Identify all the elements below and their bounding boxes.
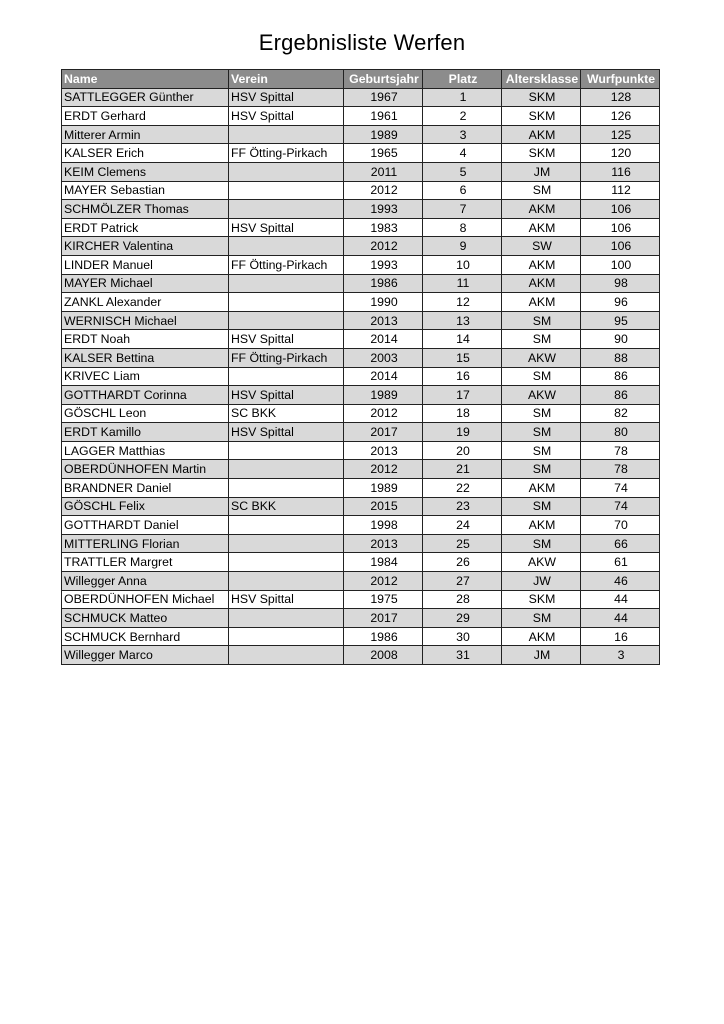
cell-geburtsjahr: 1990 [344,293,423,312]
cell-name: LAGGER Matthias [62,441,229,460]
cell-verein: HSV Spittal [229,330,344,349]
cell-verein [229,200,344,219]
table-row [62,144,660,163]
cell-geburtsjahr: 2013 [344,534,423,553]
cell-wurfpunkte: 106 [581,200,660,219]
cell-geburtsjahr: 2013 [344,441,423,460]
cell-wurfpunkte: 74 [581,479,660,498]
cell-name: ERDT Noah [62,330,229,349]
cell-platz: 7 [423,200,502,219]
cell-platz: 1 [423,88,502,107]
cell-altersklasse: SKM [502,144,581,163]
table-row [62,572,660,591]
cell-wurfpunkte: 78 [581,441,660,460]
results-table [61,69,660,665]
document-title: Ergebnisliste Werfen [258,30,466,55]
cell-altersklasse: AKW [502,348,581,367]
cell-altersklasse: AKM [502,627,581,646]
cell-name: ZANKL Alexander [62,293,229,312]
cell-geburtsjahr: 2012 [344,404,423,423]
cell-geburtsjahr: 1967 [344,88,423,107]
cell-altersklasse: JW [502,572,581,591]
cell-wurfpunkte: 86 [581,386,660,405]
cell-altersklasse: JM [502,162,581,181]
cell-altersklasse: SM [502,311,581,330]
cell-altersklasse: SM [502,367,581,386]
cell-altersklasse: SM [502,181,581,200]
cell-platz: 10 [423,255,502,274]
cell-altersklasse: SM [502,460,581,479]
table-row [62,88,660,107]
cell-wurfpunkte: 70 [581,516,660,535]
cell-name: SATTLEGGER Günther [62,88,229,107]
cell-platz: 26 [423,553,502,572]
cell-name: ERDT Gerhard [62,107,229,126]
cell-geburtsjahr: 1998 [344,516,423,535]
cell-verein [229,311,344,330]
cell-altersklasse: SM [502,497,581,516]
cell-wurfpunkte: 46 [581,572,660,591]
cell-altersklasse: AKM [502,125,581,144]
table-row [62,646,660,665]
cell-verein [229,293,344,312]
cell-platz: 30 [423,627,502,646]
cell-wurfpunkte: 116 [581,162,660,181]
cell-wurfpunkte: 106 [581,237,660,256]
cell-wurfpunkte: 74 [581,497,660,516]
cell-platz: 3 [423,125,502,144]
cell-name: OBERDÜNHOFEN Michael [62,590,229,609]
cell-platz: 22 [423,479,502,498]
cell-wurfpunkte: 98 [581,274,660,293]
cell-verein: SC BKK [229,497,344,516]
cell-name: KRIVEC Liam [62,367,229,386]
cell-altersklasse: SM [502,534,581,553]
table-row [62,274,660,293]
table-header-row [62,70,660,89]
table-row [62,627,660,646]
cell-verein: FF Ötting-Pirkach [229,348,344,367]
cell-name: KIRCHER Valentina [62,237,229,256]
cell-wurfpunkte: 112 [581,181,660,200]
cell-wurfpunkte: 126 [581,107,660,126]
cell-geburtsjahr: 2017 [344,423,423,442]
table-row [62,181,660,200]
cell-altersklasse: SM [502,423,581,442]
table-row [62,330,660,349]
cell-name: LINDER Manuel [62,255,229,274]
cell-verein [229,646,344,665]
cell-altersklasse: JM [502,646,581,665]
cell-verein [229,534,344,553]
cell-verein: FF Ötting-Pirkach [229,255,344,274]
cell-geburtsjahr: 1965 [344,144,423,163]
cell-wurfpunkte: 3 [581,646,660,665]
cell-geburtsjahr: 2003 [344,348,423,367]
cell-altersklasse: AKM [502,293,581,312]
cell-geburtsjahr: 1975 [344,590,423,609]
cell-wurfpunkte: 44 [581,590,660,609]
cell-altersklasse: SKM [502,107,581,126]
cell-altersklasse: SM [502,330,581,349]
cell-wurfpunkte: 100 [581,255,660,274]
cell-platz: 24 [423,516,502,535]
header-platz: Platz [423,70,502,89]
cell-altersklasse: AKM [502,200,581,219]
table-row [62,200,660,219]
cell-verein [229,609,344,628]
cell-verein: HSV Spittal [229,386,344,405]
cell-wurfpunkte: 106 [581,218,660,237]
cell-geburtsjahr: 1993 [344,255,423,274]
cell-wurfpunkte: 61 [581,553,660,572]
cell-name: TRATTLER Margret [62,553,229,572]
cell-altersklasse: SM [502,609,581,628]
cell-name: MAYER Sebastian [62,181,229,200]
cell-wurfpunkte: 88 [581,348,660,367]
cell-name: OBERDÜNHOFEN Martin [62,460,229,479]
cell-name: GOTTHARDT Corinna [62,386,229,405]
cell-verein [229,553,344,572]
cell-verein [229,627,344,646]
cell-wurfpunkte: 96 [581,293,660,312]
table-row [62,293,660,312]
cell-platz: 8 [423,218,502,237]
cell-name: ERDT Kamillo [62,423,229,442]
cell-verein: HSV Spittal [229,107,344,126]
cell-name: BRANDNER Daniel [62,479,229,498]
cell-platz: 18 [423,404,502,423]
cell-platz: 28 [423,590,502,609]
cell-name: Mitterer Armin [62,125,229,144]
cell-name: MAYER Michael [62,274,229,293]
cell-verein: HSV Spittal [229,590,344,609]
cell-altersklasse: AKW [502,386,581,405]
cell-platz: 23 [423,497,502,516]
header-verein: Verein [229,70,344,89]
cell-platz: 31 [423,646,502,665]
cell-platz: 12 [423,293,502,312]
table-row [62,162,660,181]
cell-geburtsjahr: 1989 [344,479,423,498]
cell-name: WERNISCH Michael [62,311,229,330]
header-name: Name [62,70,229,89]
cell-platz: 4 [423,144,502,163]
cell-name: KEIM Clemens [62,162,229,181]
cell-name: SCHMUCK Bernhard [62,627,229,646]
cell-platz: 9 [423,237,502,256]
cell-verein: HSV Spittal [229,218,344,237]
cell-name: MITTERLING Florian [62,534,229,553]
cell-wurfpunkte: 90 [581,330,660,349]
header-wurfpunkte: Wurfpunkte [581,70,660,89]
table-row [62,255,660,274]
cell-altersklasse: AKW [502,553,581,572]
cell-geburtsjahr: 2013 [344,311,423,330]
cell-verein [229,479,344,498]
cell-geburtsjahr: 1989 [344,386,423,405]
cell-altersklasse: SKM [502,88,581,107]
table-row [62,590,660,609]
cell-platz: 6 [423,181,502,200]
table-row [62,609,660,628]
cell-verein [229,181,344,200]
table-row [62,404,660,423]
cell-geburtsjahr: 2008 [344,646,423,665]
cell-platz: 13 [423,311,502,330]
cell-verein [229,460,344,479]
cell-verein [229,162,344,181]
cell-altersklasse: AKM [502,274,581,293]
cell-geburtsjahr: 2012 [344,572,423,591]
cell-verein [229,237,344,256]
cell-geburtsjahr: 1993 [344,200,423,219]
header-altersklasse: Altersklasse [502,70,581,89]
cell-name: SCHMUCK Matteo [62,609,229,628]
cell-verein [229,274,344,293]
cell-name: Willegger Anna [62,572,229,591]
cell-geburtsjahr: 1986 [344,627,423,646]
cell-verein [229,516,344,535]
cell-name: KALSER Erich [62,144,229,163]
cell-altersklasse: AKM [502,218,581,237]
cell-verein [229,367,344,386]
cell-wurfpunkte: 128 [581,88,660,107]
cell-verein: HSV Spittal [229,88,344,107]
cell-geburtsjahr: 2014 [344,330,423,349]
cell-platz: 2 [423,107,502,126]
cell-platz: 15 [423,348,502,367]
cell-platz: 14 [423,330,502,349]
cell-verein: FF Ötting-Pirkach [229,144,344,163]
cell-altersklasse: AKM [502,255,581,274]
cell-altersklasse: SM [502,441,581,460]
table-row [62,479,660,498]
cell-verein [229,125,344,144]
cell-name: Willegger Marco [62,646,229,665]
cell-altersklasse: SM [502,404,581,423]
cell-name: GOTTHARDT Daniel [62,516,229,535]
cell-geburtsjahr: 2011 [344,162,423,181]
cell-wurfpunkte: 86 [581,367,660,386]
table-row [62,386,660,405]
cell-geburtsjahr: 1984 [344,553,423,572]
cell-platz: 11 [423,274,502,293]
table-row [62,460,660,479]
cell-wurfpunkte: 80 [581,423,660,442]
cell-geburtsjahr: 2017 [344,609,423,628]
cell-platz: 21 [423,460,502,479]
table-row [62,553,660,572]
cell-geburtsjahr: 2012 [344,237,423,256]
cell-verein: SC BKK [229,404,344,423]
cell-platz: 5 [423,162,502,181]
cell-wurfpunkte: 125 [581,125,660,144]
cell-platz: 25 [423,534,502,553]
cell-geburtsjahr: 2012 [344,181,423,200]
cell-wurfpunkte: 120 [581,144,660,163]
cell-platz: 27 [423,572,502,591]
table-row [62,218,660,237]
cell-altersklasse: SW [502,237,581,256]
table-row [62,534,660,553]
table-row [62,125,660,144]
cell-platz: 29 [423,609,502,628]
cell-wurfpunkte: 95 [581,311,660,330]
cell-altersklasse: SKM [502,590,581,609]
cell-verein [229,441,344,460]
cell-geburtsjahr: 1986 [344,274,423,293]
table-row [62,311,660,330]
header-geburtsjahr: Geburtsjahr [344,70,423,89]
table-row [62,348,660,367]
table-row [62,367,660,386]
cell-wurfpunkte: 16 [581,627,660,646]
cell-verein [229,572,344,591]
cell-platz: 19 [423,423,502,442]
cell-verein: HSV Spittal [229,423,344,442]
cell-wurfpunkte: 78 [581,460,660,479]
cell-geburtsjahr: 1961 [344,107,423,126]
cell-altersklasse: AKM [502,479,581,498]
cell-geburtsjahr: 2012 [344,460,423,479]
cell-name: GÖSCHL Felix [62,497,229,516]
cell-altersklasse: AKM [502,516,581,535]
cell-wurfpunkte: 82 [581,404,660,423]
cell-platz: 17 [423,386,502,405]
table-row [62,423,660,442]
cell-name: KALSER Bettina [62,348,229,367]
cell-name: GÖSCHL Leon [62,404,229,423]
cell-platz: 20 [423,441,502,460]
table-row [62,237,660,256]
table-row [62,441,660,460]
cell-platz: 16 [423,367,502,386]
cell-geburtsjahr: 1989 [344,125,423,144]
cell-wurfpunkte: 66 [581,534,660,553]
cell-name: ERDT Patrick [62,218,229,237]
table-row [62,497,660,516]
cell-wurfpunkte: 44 [581,609,660,628]
table-row [62,516,660,535]
cell-geburtsjahr: 2015 [344,497,423,516]
results-body [62,88,660,664]
cell-name: SCHMÖLZER Thomas [62,200,229,219]
table-row [62,107,660,126]
cell-geburtsjahr: 1983 [344,218,423,237]
cell-geburtsjahr: 2014 [344,367,423,386]
